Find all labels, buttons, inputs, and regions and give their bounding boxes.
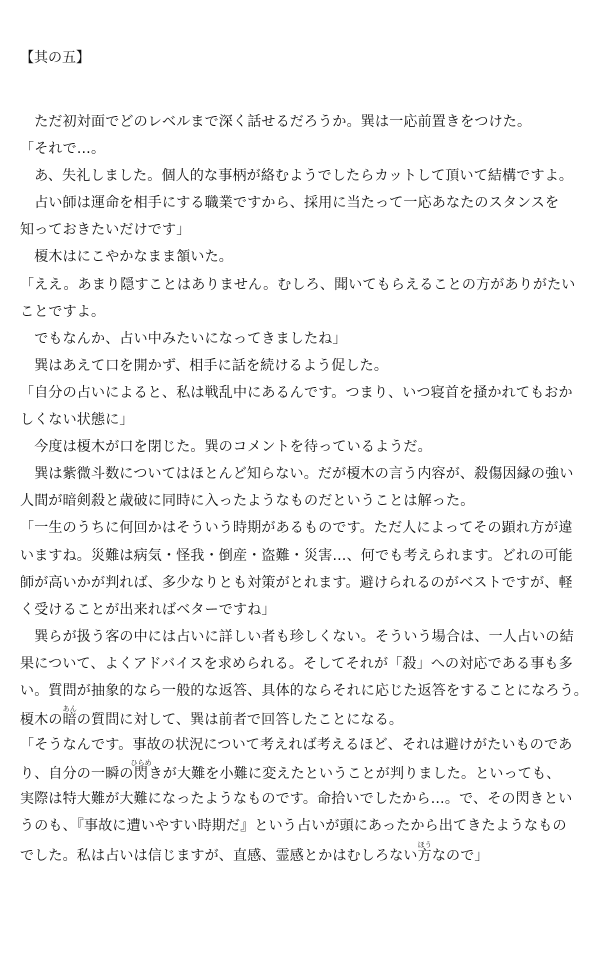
ruby-line-before: 榎木の [20,712,63,729]
text-line: 今度は榎木が口を閉じた。巽のコメントを待っているようだ。 [20,439,432,456]
text-line: 師が高いかが判れば、多少なりとも対策がとれます。避けられるのがベストですが、軽 [20,574,573,591]
ruby-annotation [130,759,152,783]
ruby-line-before: でした。私は占いは信じますが、直感、霊感とかはむしろない [20,847,418,864]
ruby-reading: ひらめ [130,759,152,768]
text-line-with-ruby [20,841,595,868]
ruby-line-before: り、自分の一瞬の [20,766,134,783]
body-text [20,109,595,868]
text-line: 榎木はにこやかなまま頷いた。 [20,249,233,266]
ruby-annotation [62,705,77,729]
text-line: 知っておきたいだけです」 [20,222,191,239]
ruby-line-after: の質問に対して、巽は前者で回答したことになる。 [76,712,404,729]
text-line: うのも、『事故に遭いやすい時期だ』という占いが頭にあったから出てきたようなもの [20,818,567,835]
text-line-with-ruby [20,759,595,786]
text-line: 巽は紫微斗数についてはほとんど知らない。だが榎木の言う内容が、殺傷因縁の強い [20,466,574,483]
ruby-line-after: なので」 [431,847,489,864]
text-line: でもなんか、占い中みたいになってきましたね」 [20,330,347,347]
ruby-annotation [417,840,432,864]
text-line: い。質問が抽象的なら一般的な返答、具体的ならそれに応じた返答をすることになろう。 [20,682,588,699]
text-line: ただ初対面でどのレベルまで深く話せるだろうか。巽は一応前置きをつけた。 [20,114,532,130]
ruby-line-after: きが大難を小難に変えたということが判りました。といっても、 [148,766,561,783]
ruby-reading: あん [62,705,77,714]
text-line: 巽らが扱う客の中には占いに詳しい者も珍しくない。そういう場合は、一人占いの結 [20,628,574,645]
text-line: 「自分の占いによると、私は戦乱中にあるんです。つまり、いつ寝首を掻かれてもおか [20,384,573,401]
text-line: 実際は特大難が大難になったようなものです。命拾いでしたから…。で、その閃きとい [20,791,573,808]
text-line: く受けることが出来ればベターですね」 [20,601,276,618]
ruby-base: 暗 [62,712,77,729]
text-line: 占い師は運命を相手にする職業ですから、採用に当たって一応あなたのスタンスを [20,195,560,212]
text-line: 巽はあえて口を開かず、相手に話を続けるよう促した。 [20,357,389,374]
text-line: 人間が暗剣殺と歳破に同時に入ったようなものだということは解った。 [20,493,475,510]
text-line: 果について、よくアドバイスを求められる。そしてそれが「殺」への対応である事も多 [20,655,573,672]
text-line: いますね。災難は病気・怪我・倒産・盗難・災害…、何でも考えられます。どれの可能 [20,547,573,564]
ruby-base: 閃 [130,766,152,783]
text-line: 「一生のうちに何回かはそういう時期があるものです。ただ人によってその顕れ方が違 [20,520,573,537]
text-line: 「そうなんです。事故の状況について考えれば考えるほど、それは避けがたいものであ [20,737,573,754]
text-line-with-ruby [20,705,595,732]
text-line: ことですよ。 [20,303,106,320]
ruby-base: 方 [417,847,432,864]
ruby-reading: ほう [417,840,432,849]
text-line: 「ええ。あまり隠すことはありません。むしろ、聞いてもらえることの方がありがたい [20,276,576,293]
text-line: あ、失礼しました。個人的な事柄が絡むようでしたらカットして頂いて結構ですよ。 [20,168,574,185]
text-line: しくない状態に」 [20,412,134,429]
section-title: 【其の五】 [20,50,90,66]
text-line: 「それで…。 [20,141,106,158]
